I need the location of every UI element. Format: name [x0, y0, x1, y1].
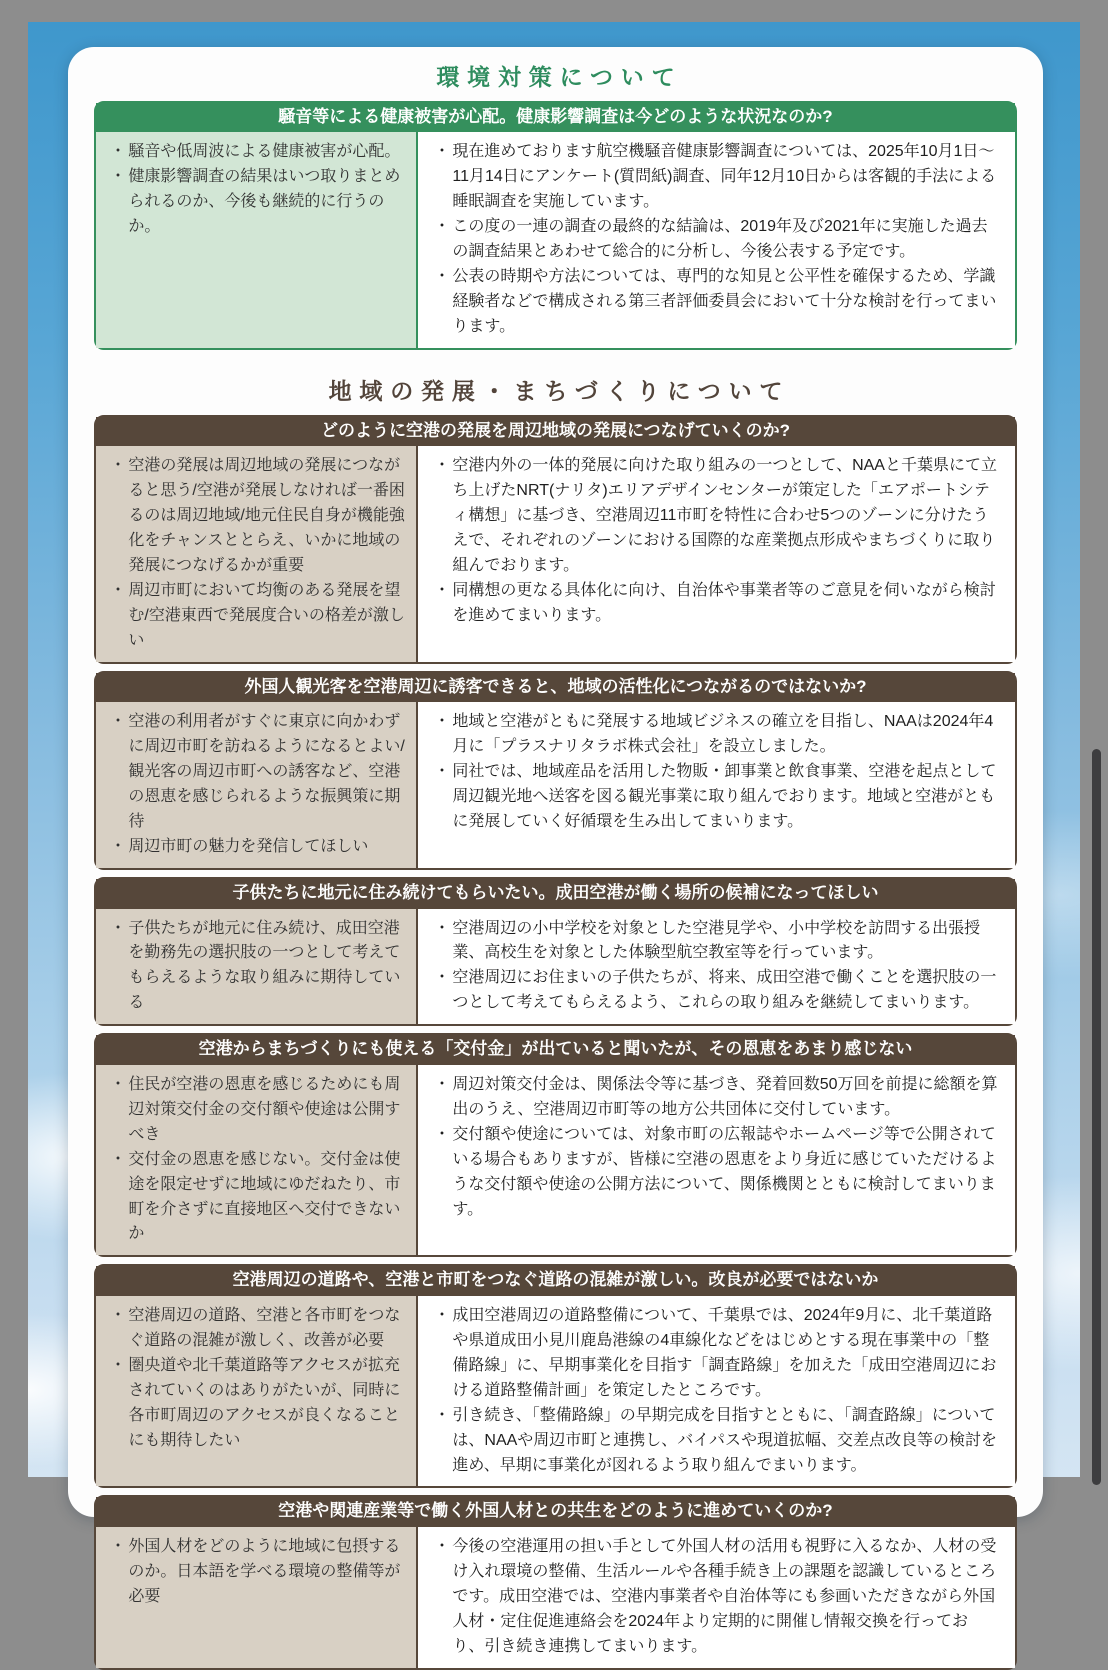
opinion-item: ・ 交付金の恩恵を感じない。交付金は使途を限定せずに地域にゆだねたり、市町を介さずに直接地区へ交付できないか: [110, 1148, 406, 1248]
opinion-item: ・ 周辺市町において均衡のある発展を望む/空港東西で発展度合いの格差が激しい: [110, 579, 406, 654]
vertical-scrollbar[interactable]: [1092, 749, 1101, 1485]
opinion-item: ・ 外国人材をどのように地域に包摂するのか。日本語を学べる環境の整備等が必要: [110, 1535, 406, 1610]
qa-section-tourism: [94, 671, 1017, 870]
qa-section-airport-growth: [94, 415, 1017, 664]
answer-item: ・ 交付額や使途については、対象市町の広報誌やホームページ等で公開されている場合もありますが、皆様に空港の恩恵をより身近に感じていただけるような交付額や使途の公開方法について、関係機関とともに検討してまいります。: [434, 1123, 999, 1223]
question-header: 空港からまちづくりにも使える「交付金」が出ていると聞いたが、その恩恵をあまり感じない: [96, 1035, 1015, 1064]
opinion-column: [96, 1296, 418, 1487]
question-header: 子供たちに地元に住み続けてもらいたい。成田空港が働く場所の候補になってほしい: [96, 879, 1015, 908]
opinion-item: ・ 子供たちが地元に住み続け、成田空港を勤務先の選択肢の一つとして考えてもらえるような取り組みに期待している: [110, 917, 406, 1017]
opinion-column: [96, 1065, 418, 1256]
answer-column: [418, 1065, 1015, 1256]
section-title-development: 地域の発展・まちづくりについて: [328, 378, 791, 405]
opinion-item: ・ 空港の利用者がすぐに東京に向かわずに周辺市町を訪ねるようになるとよい/観光客の周辺市町への誘客など、空港の恩恵を感じられるような振興策に期待: [110, 710, 406, 835]
question-header: 空港や関連産業等で働く外国人材との共生をどのように進めていくのか?: [96, 1497, 1015, 1526]
answer-item: ・ 現在進めております航空機騒音健康影響調査については、2025年10月1日〜11月14日にアンケート(質問紙)調査、同年12月10日からは客観的手法による睡眠調査を実施しています。: [434, 140, 999, 215]
answer-item: ・ 地域と空港がともに発展する地域ビジネスの確立を目指し、NAAは2024年4月に「プラスナリタラボ株式会社」を設立しました。: [434, 710, 999, 760]
answer-item: ・ 公表の時期や方法については、専門的な知見と公平性を確保するため、学識経験者などで構成される第三者評価委員会において十分な検討を行ってまいります。: [434, 265, 999, 340]
answer-item: ・ この度の一連の調査の最終的な結論は、2019年及び2021年に実施した過去の調査結果とあわせて総合的に分析し、今後公表する予定です。: [434, 215, 999, 265]
opinion-item: ・ 空港周辺の道路、空港と各市町をつなぐ道路の混雑が激しく、改善が必要: [110, 1304, 406, 1354]
opinion-item: ・ 空港の発展は周辺地域の発展につながると思う/空港が発展しなければ一番困るのは周辺地域/地元住民自身が機能強化をチャンスととらえ、いかに地域の発展につなげるかが重要: [110, 454, 406, 579]
answer-column: [418, 132, 1015, 348]
question-header: 空港周辺の道路や、空港と市町をつなぐ道路の混雑が激しい。改良が必要ではないか: [96, 1266, 1015, 1295]
opinion-column: [96, 909, 418, 1025]
question-header: 騒音等による健康被害が心配。健康影響調査は今どのような状況なのか?: [96, 103, 1015, 132]
answer-column: [418, 1527, 1015, 1668]
answer-item: ・ 同構想の更なる具体化に向け、自治体や事業者等のご意見を伺いながら検討を進めてまいります。: [434, 579, 999, 629]
answer-item: ・ 引き続き、「整備路線」の早期完成を目指すとともに、「調査路線」については、NAAや周辺市町と連携し、バイパスや現道拡幅、交差点改良等の検討を進め、早期に事業化が図れるよう取り組んでまいります。: [434, 1404, 999, 1479]
answer-item: ・ 今後の空港運用の担い手として外国人材の活用も視野に入るなか、人材の受け入れ環境の整備、生活ルールや各種手続き上の課題を認識しているところです。成田空港では、空港内事業者や自治体等にも参画いただきながら外国人材・定住促進連絡会を2024年より定期的に開催し情報交換を行っており、引き続き連携してまいります。: [434, 1535, 999, 1660]
answer-column: [418, 909, 1015, 1025]
answer-item: ・ 周辺対策交付金は、関係法令等に基づき、発着回数50万回を前提に総額を算出のうえ、空港周辺市町等の地方公共団体に交付しています。: [434, 1073, 999, 1123]
answer-item: ・ 同社では、地域産品を活用した物販・卸事業と飲食事業、空港を起点として周辺観光地へ送客を図る観光事業に取り組んでおります。地域と空港がともに発展していく好循環を生み出してまいります。: [434, 760, 999, 835]
qa-section-foreign-workers: [94, 1495, 1017, 1669]
opinion-item: ・ 周辺市町の魅力を発信してほしい: [110, 835, 406, 860]
document-page: [68, 47, 1043, 1655]
answer-item: ・ 空港内外の一体的発展に向けた取り組みの一つとして、NAAと千葉県にて立ち上げたNRT(ナリタ)エリアデザインセンターが策定した「エアポートシティ構想」に基づき、空港周辺11市町を特性に合わせ5つのゾーンに分けたうえで、それぞれのゾーンにおける国際的な産業拠点形成やまちづくりに取り組んでおります。: [434, 454, 999, 579]
qa-section-children: [94, 877, 1017, 1026]
opinion-column: [96, 446, 418, 662]
section-title-environment: 環境対策について: [436, 64, 683, 90]
document-viewer-background: [28, 22, 1080, 1655]
opinion-column: [96, 702, 418, 868]
answer-item: ・ 空港周辺の小中学校を対象とした空港見学や、小中学校を訪問する出張授業、高校生を対象とした体験型航空教室等を行っています。: [434, 917, 999, 967]
opinion-item: ・ 圏央道や北千葉道路等アクセスが拡充されていくのはありがたいが、同時に各市町周辺のアクセスが良くなることにも期待したい: [110, 1354, 406, 1454]
qa-section-roads: [94, 1264, 1017, 1488]
qa-section-subsidies: [94, 1033, 1017, 1257]
question-header: どのように空港の発展を周辺地域の発展につなげていくのか?: [96, 417, 1015, 446]
opinion-column: [96, 1527, 418, 1668]
opinion-item: ・ 健康影響調査の結果はいつ取りまとめられるのか、今後も継続的に行うのか。: [110, 165, 406, 240]
qa-section-noise-health: [94, 101, 1017, 350]
answer-column: [418, 702, 1015, 868]
opinion-item: ・ 騒音や低周波による健康被害が心配。: [110, 140, 406, 165]
answer-item: ・ 成田空港周辺の道路整備について、千葉県では、2024年9月に、北千葉道路や県道成田小見川鹿島港線の4車線化などをはじめとする現在事業中の「整備路線」に、早期事業化を目指す「調査路線」を加えた「成田空港周辺における道路整備計画」を策定したところです。: [434, 1304, 999, 1404]
answer-item: ・ 空港周辺にお住まいの子供たちが、将来、成田空港で働くことを選択肢の一つとして考えてもらえるよう、これらの取り組みを継続してまいります。: [434, 966, 999, 1016]
opinion-column: [96, 132, 418, 348]
answer-column: [418, 446, 1015, 662]
opinion-item: ・ 住民が空港の恩恵を感じるためにも周辺対策交付金の交付額や使途は公開すべき: [110, 1073, 406, 1148]
question-header: 外国人観光客を空港周辺に誘客できると、地域の活性化につながるのではないか?: [96, 673, 1015, 702]
answer-column: [418, 1296, 1015, 1487]
